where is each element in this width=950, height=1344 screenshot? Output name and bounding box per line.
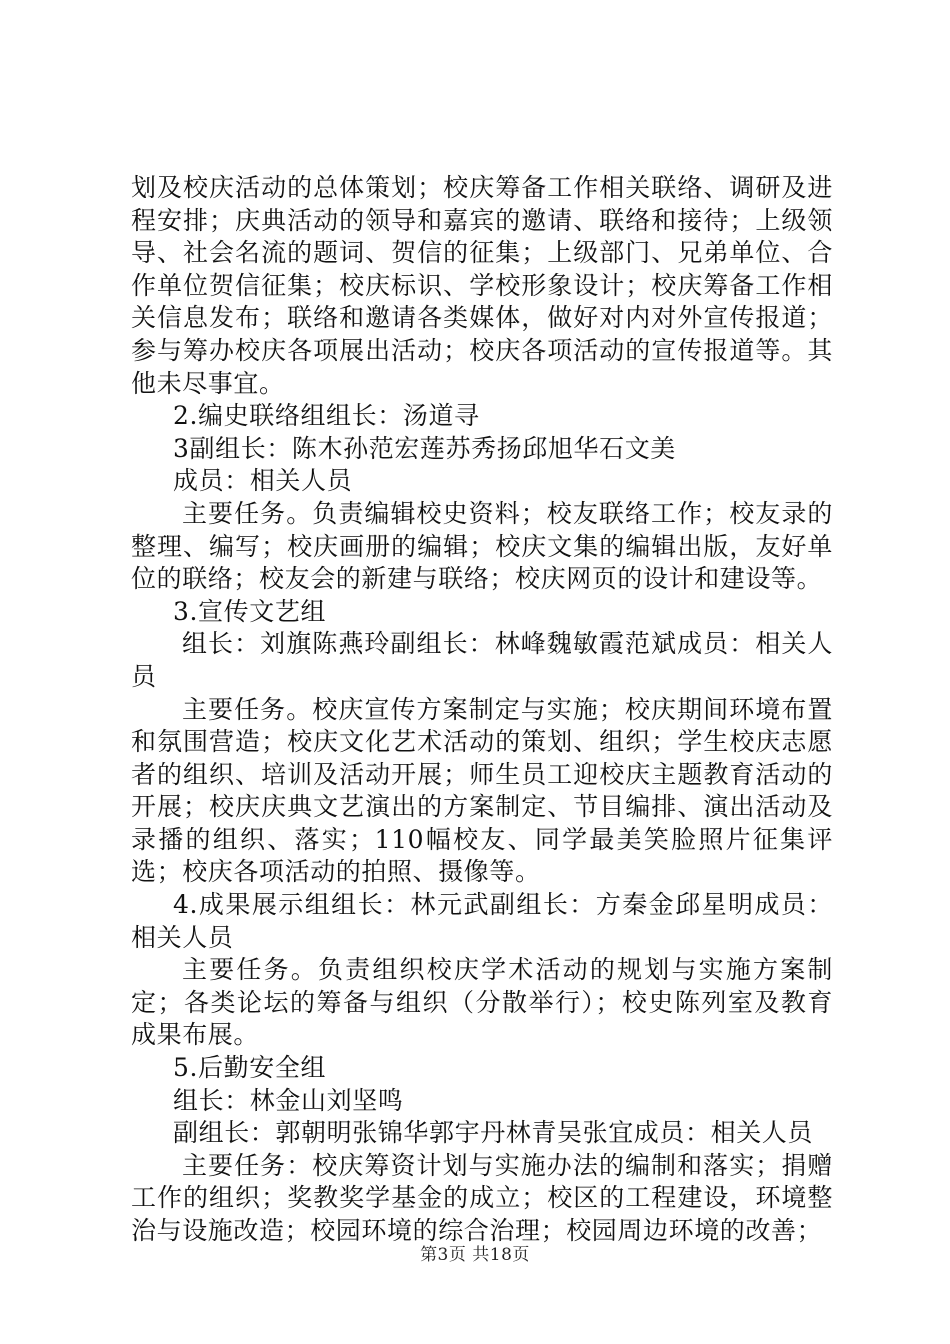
heading-achievement-display-group: 4.成果展示组组长：林元武副组长：方秦金邱星明成员：相关人员 (131, 890, 833, 952)
logistics-safety-tasks: 主要任务：校庆筹资计划与实施办法的编制和落实；捐赠工作的组织；奖教奖学基金的成立；校区的工程建设，环境整治与设施改造；校园环境的综合治理；校园周边环境的改善； (131, 1150, 833, 1245)
heading-logistics-safety-group: 5.后勤安全组 (173, 1053, 327, 1083)
heading-history-liaison-group: 2.编史联络组组长：汤道寻 (173, 401, 480, 431)
heading-publicity-arts-group: 3.宣传文艺组 (173, 596, 327, 626)
publicity-arts-leaders: 组长：刘旗陈燕玲副组长：林峰魏敏霞范斌成员：相关人员 (131, 629, 833, 691)
logistics-safety-deputy-leaders: 副组长：郭朝明张锦华郭宇丹林青吴张宜成员：相关人员 (173, 1118, 814, 1148)
history-liaison-tasks: 主要任务。负责编辑校史资料；校友联络工作；校友录的整理、编写；校庆画册的编辑；校庆文集的编辑出版，友好单位的联络；校友会的新建与联络；校庆网页的设计和建设等。 (131, 498, 833, 594)
history-liaison-members: 成员：相关人员 (173, 466, 353, 496)
achievement-display-tasks: 主要任务。负责组织校庆学术活动的规划与实施方案制定；各类论坛的筹备与组织（分散举行）；校史陈列室及教育成果布展。 (131, 955, 833, 1050)
publicity-arts-tasks: 主要任务。校庆宣传方案制定与实施；校庆期间环境布置和氛围营造；校庆文化艺术活动的策划、组织；学生校庆志愿者的组织、培训及活动开展；师生员工迎校庆主题教育活动的开展；校庆庆典文艺演出的方案制定、节目编排、演出活动及录播的组织、落实；110幅校友、同学最美笑脸照片征集评选；校庆各项活动的拍照、摄像等。 (131, 694, 833, 887)
page-number-footer: 第3页 共18页 (420, 1245, 530, 1265)
logistics-safety-leaders: 组长：林金山刘坚鸣 (173, 1085, 404, 1115)
history-liaison-deputy-leaders: 3副组长：陈木孙范宏莲苏秀扬邱旭华石文美 (173, 433, 676, 463)
document-body (131, 172, 833, 1248)
paragraph-continued-duties: 划及校庆活动的总体策划；校庆筹备工作相关联络、调研及进程安排；庆典活动的领导和嘉宾的邀请、联络和接待；上级领导、社会名流的题词、贺信的征集；上级部门、兄弟单位、合作单位贺信征集；校庆标识、学校形象设计；校庆筹备工作相关信息发布；联络和邀请各类媒体，做好对内对外宣传报道；参与筹办校庆各项展出活动；校庆各项活动的宣传报道等。其他未尽事宜。 (131, 173, 833, 398)
